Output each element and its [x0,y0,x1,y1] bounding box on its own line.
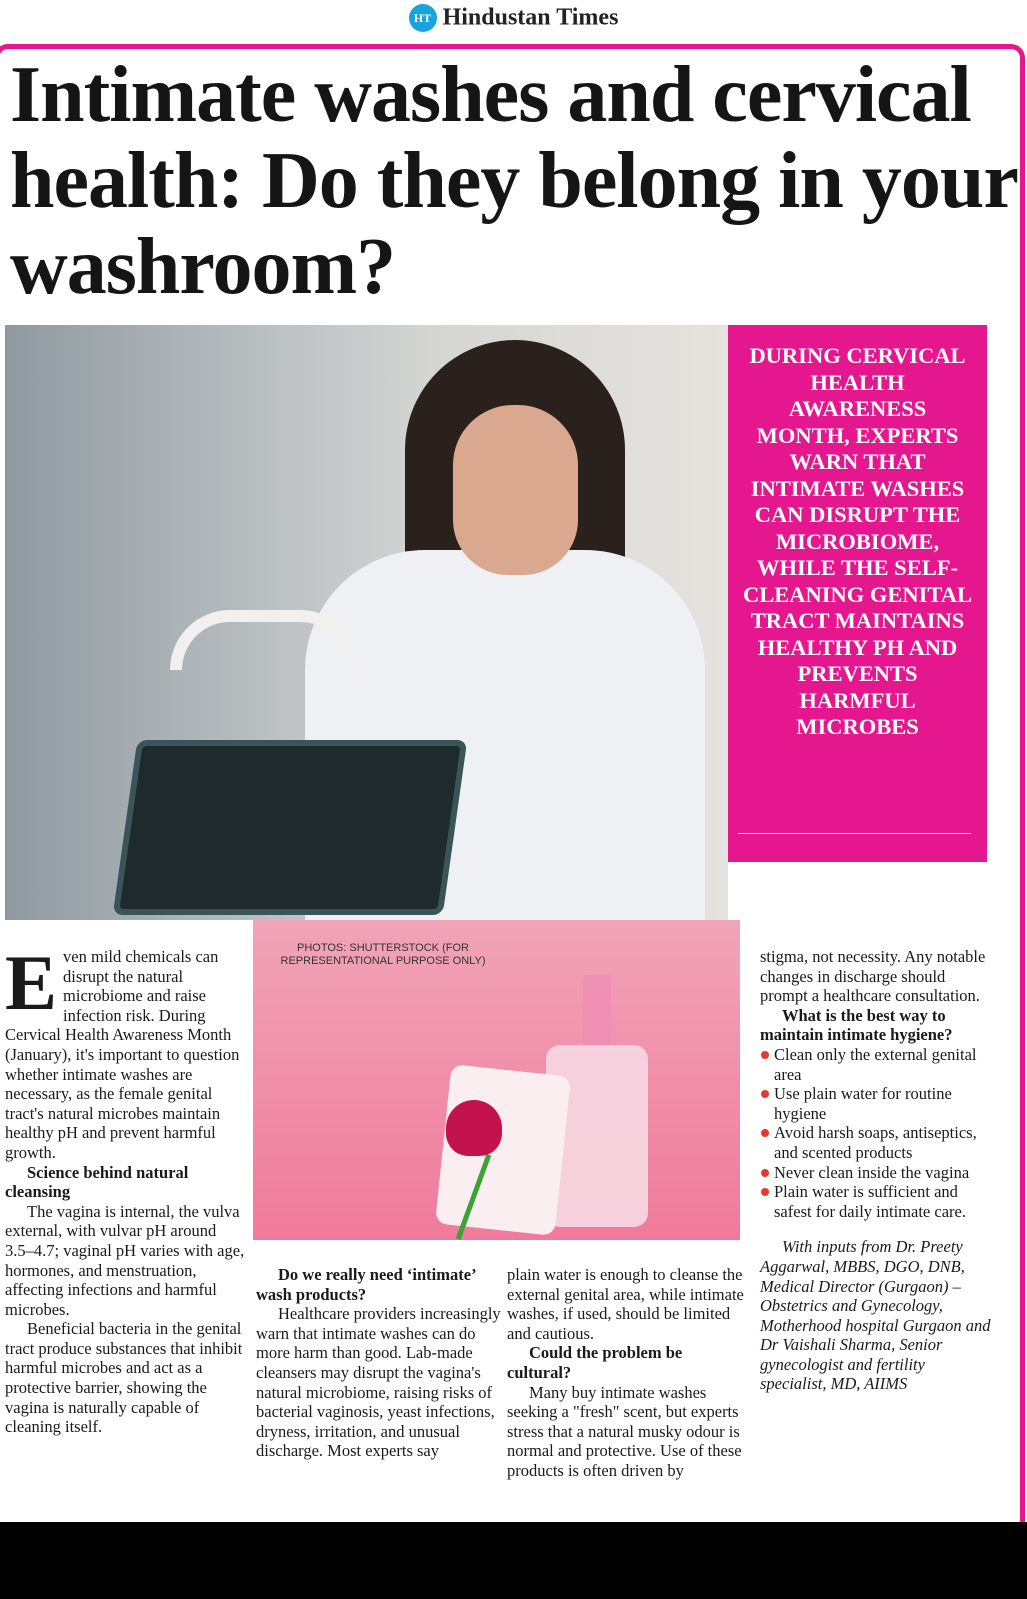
intro-paragraph [5,939,245,1163]
pullquote-rule [738,833,971,834]
paragraph: The vagina is internal, the vulva external, with vulvar pH around 3.5–4.7; vaginal pH varies with age, hormones, and menstruation, affecting infections and harmful microbes. [5,1201,245,1319]
tulip [446,1100,502,1156]
pullquote-text: DURING CERVICAL HEALTH AWARENESS MONTH, EXPERTS WARN THAT INTIMATE WASHES CAN DISRUPT THE MICROBIOME, WHILE THE SELF-CLEANING GENITAL TRACT MAINTAINS HEALTHY PH AND PREVENTS HARMFUL MICROBES [743,343,972,739]
uterus-model [170,610,360,670]
column-4 [760,947,994,1394]
tips-list [760,1045,994,1221]
paragraph: Beneficial bacteria in the genital tract produce substances that inhibit harmful microbes and act as a protective barrier, showing the vagina is naturally capable of cleaning itself. [5,1319,243,1437]
doctor-photo [5,325,728,920]
tip-item: Never clean inside the vagina [760,1163,994,1183]
tablet [113,740,468,915]
photo-credit: PHOTOS: SHUTTERSTOCK (FOR REPRESENTATIONAL PURPOSE ONLY) [280,942,486,967]
headline: Intimate washes and cervical health: Do they belong in your washroom? [10,51,1017,311]
tip-item: Plain water is sufficient and safest for daily intimate care. [760,1182,994,1221]
expert-inputs: With inputs from Dr. Preety Aggarwal, MBBS, DGO, DNB, Medical Director (Gurgaon) – Obstetrics and Gynecology, Motherhood hospital Gurgaon and Dr Vaishali Sharma, Senior gynecologist and fertility specialist, MD, AIIMS [760,1237,991,1394]
column-1 [5,939,245,1437]
paragraph: Many buy intimate washes seeking a "fresh" scent, but experts stress that a natural musky odour is normal and protective. Use of these products is often driven by [507,1382,742,1480]
ht-logo-icon: HT [409,4,437,32]
photo-face [453,405,578,575]
wash-product-photo [253,920,740,1240]
tip-item: Avoid harsh soaps, antiseptics, and scented products [760,1123,994,1162]
intro-text: ven mild chemicals can disrupt the natural microbiome and raise infection risk. During Cervical Health Awareness Month (January), it's important to question whether intimate washes are necessary, as the female genital tract's natural microbes maintain healthy pH and prevent harmful growth. [5,947,240,1162]
column-3 [507,1265,747,1481]
subhead-hygiene: What is the best way to maintain intimate hygiene? [760,1005,953,1045]
column-2 [256,1265,501,1461]
masthead [0,4,1027,40]
bottom-black-band [0,1522,1027,1599]
paragraph: Healthcare providers increasingly warn that intimate washes can do more harm than good. Lab-made cleansers may disrupt the vagina's natural microbiome, raising risks of bacterial vaginosis, yeast infections, dryness, irritation, and unusual discharge. Most experts say [256,1304,501,1461]
pullquote-box [728,325,987,862]
subhead-science: Science behind natural cleansing [5,1162,189,1202]
tip-item: Clean only the external genital area [760,1045,994,1084]
paragraph: plain water is enough to cleanse the external genital area, while intimate washes, if used, should be limited and cautious. [507,1265,744,1343]
publication-name: Hindustan Times [442,4,619,31]
subhead-need: Do we really need ‘intimate’ wash products? [256,1265,476,1304]
paragraph: stigma, not necessity. Any notable changes in discharge should prompt a healthcare consultation. [760,947,986,1006]
bottle-pump [583,975,611,1047]
subhead-cultural: Could the problem be cultural? [507,1343,683,1382]
tip-item: Use plain water for routine hygiene [760,1084,994,1123]
dropcap: E [5,939,58,1026]
